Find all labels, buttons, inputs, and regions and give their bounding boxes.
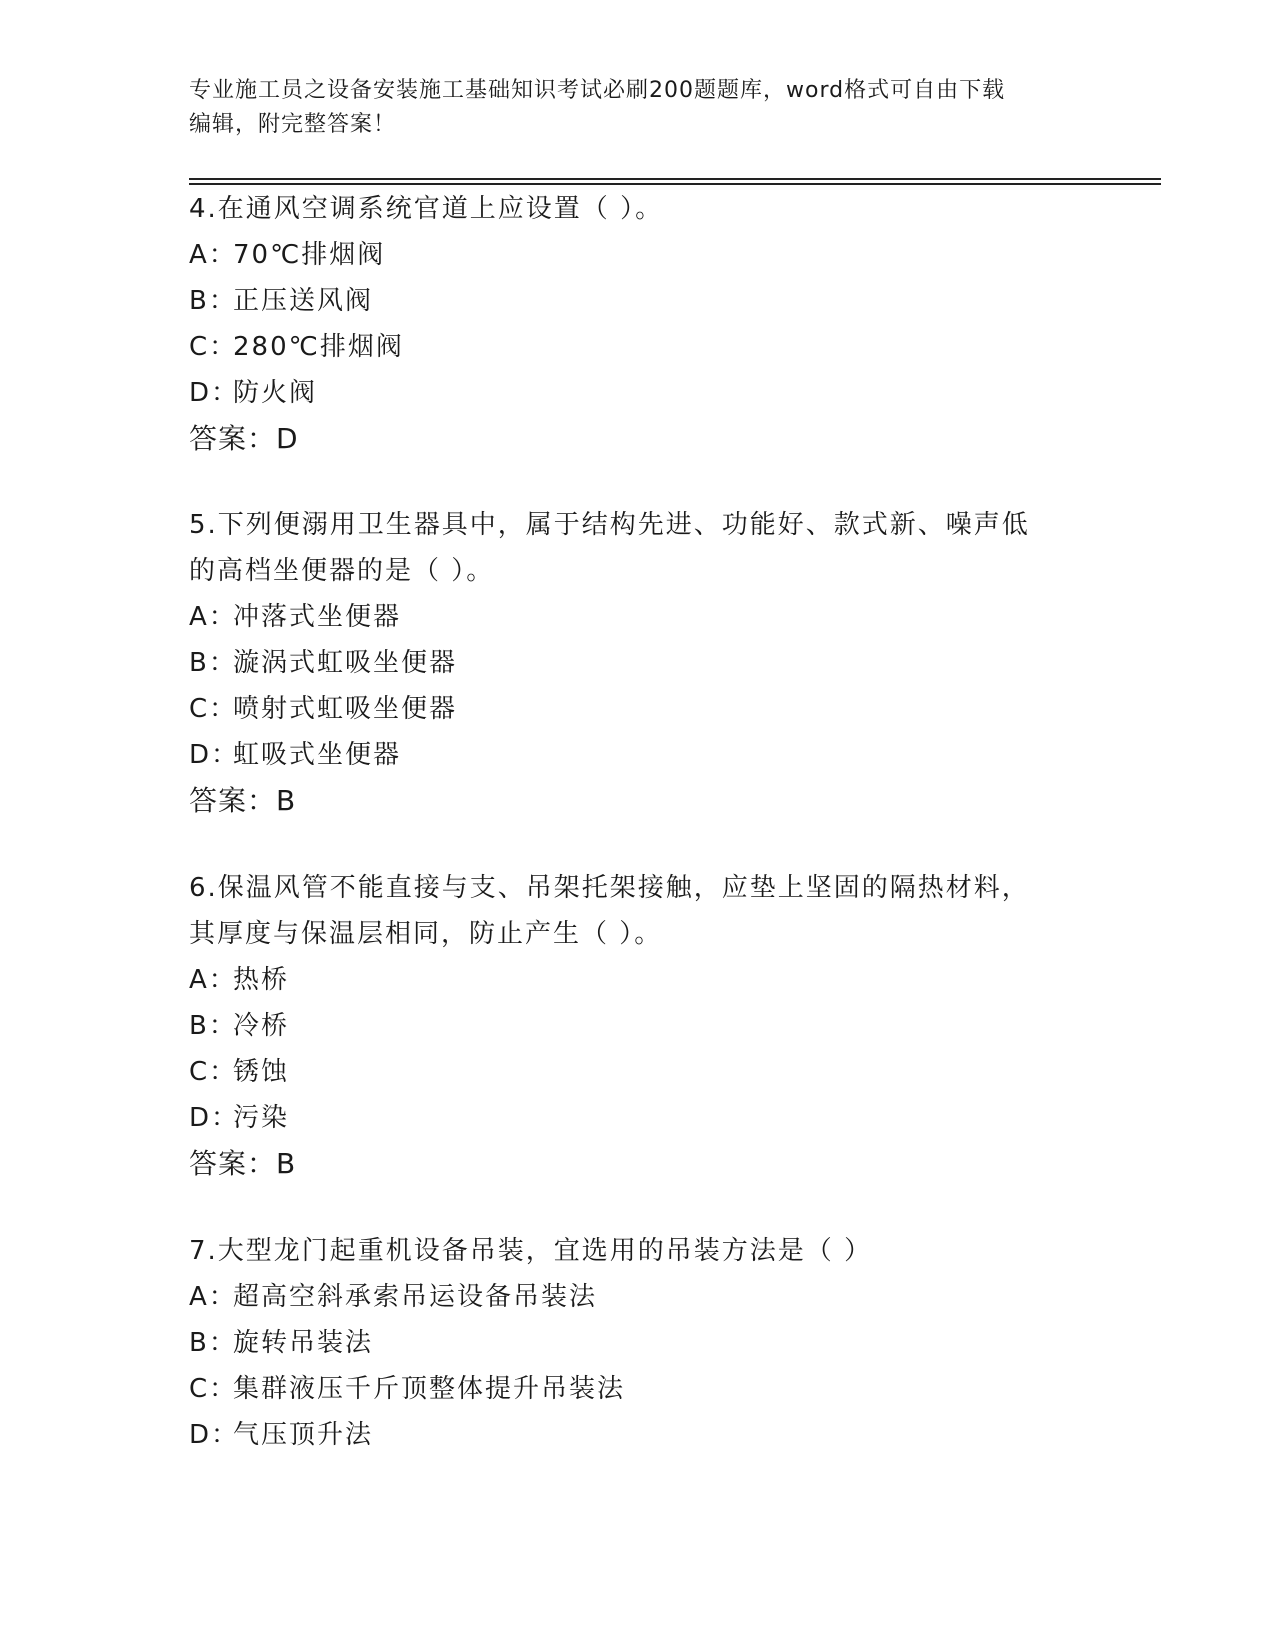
question-4: [189, 186, 1089, 462]
option-key: D：: [189, 740, 240, 770]
option-c: [189, 686, 1089, 732]
option-text: 锈蚀: [233, 1057, 290, 1087]
option-key: D：: [189, 378, 240, 408]
option-key: B：: [189, 1328, 237, 1358]
option-a: [189, 232, 1089, 278]
option-b: [189, 1320, 1089, 1366]
option-text: 280℃排烟阀: [233, 332, 404, 362]
question-7: [189, 1228, 1089, 1458]
option-c: [189, 1366, 1089, 1412]
option-d: [189, 732, 1089, 778]
option-key: A：: [189, 602, 237, 632]
option-key: B：: [189, 286, 237, 316]
header-divider-top: [189, 178, 1161, 180]
option-text: 防火阀: [233, 378, 318, 408]
option-text: 集群液压千斤顶整体提升吊装法: [233, 1374, 626, 1404]
option-key: C：: [189, 332, 238, 362]
option-key: C：: [189, 1374, 238, 1404]
option-text: 漩涡式虹吸坐便器: [233, 648, 458, 678]
answer-line: 答案：B: [189, 784, 297, 817]
option-text: 冲落式坐便器: [233, 602, 402, 632]
answer-line: 答案：B: [189, 1147, 297, 1180]
option-text: 喷射式虹吸坐便器: [233, 694, 458, 724]
option-b: [189, 640, 1089, 686]
option-text: 正压送风阀: [233, 286, 374, 316]
option-c: [189, 1049, 1089, 1095]
option-key: C：: [189, 1057, 238, 1087]
question-stem: 7.大型龙门起重机设备吊装，宜选用的吊装方法是（ ）: [189, 1236, 873, 1266]
option-key: D：: [189, 1420, 240, 1450]
option-text: 70℃排烟阀: [233, 240, 386, 270]
option-text: 热桥: [233, 965, 290, 995]
header-divider-bottom: [189, 183, 1161, 185]
document-header: [189, 74, 1089, 142]
option-text: 旋转吊装法: [233, 1328, 374, 1358]
option-b: [189, 278, 1089, 324]
option-key: A：: [189, 240, 237, 270]
question-stem: 4.在通风空调系统官道上应设置（ ）。: [189, 194, 664, 224]
header-line-1: 专业施工员之设备安装施工基础知识考试必刷200题题库，word格式可自由下载: [189, 78, 1006, 103]
option-a: [189, 594, 1089, 640]
option-text: 污染: [233, 1103, 290, 1133]
option-key: B：: [189, 648, 237, 678]
option-key: D：: [189, 1103, 240, 1133]
option-d: [189, 1095, 1089, 1141]
question-5: [189, 502, 1089, 824]
option-a: [189, 1274, 1089, 1320]
option-a: [189, 957, 1089, 1003]
option-c: [189, 324, 1089, 370]
answer-line: 答案：D: [189, 422, 299, 455]
question-stem-continued: 其厚度与保温层相同，防止产生（ ）。: [189, 919, 663, 949]
option-key: B：: [189, 1011, 237, 1041]
option-d: [189, 370, 1089, 416]
option-text: 冷桥: [233, 1011, 290, 1041]
question-stem: 5.下列便溺用卫生器具中，属于结构先进、功能好、款式新、噪声低: [189, 510, 1030, 540]
option-b: [189, 1003, 1089, 1049]
option-key: A：: [189, 965, 237, 995]
option-d: [189, 1412, 1089, 1458]
question-6: [189, 865, 1089, 1187]
question-stem: 6.保温风管不能直接与支、吊架托架接触，应垫上坚固的隔热材料，: [189, 873, 1030, 903]
option-key: C：: [189, 694, 238, 724]
option-text: 超高空斜承索吊运设备吊装法: [233, 1282, 598, 1312]
option-text: 气压顶升法: [233, 1420, 374, 1450]
option-key: A：: [189, 1282, 237, 1312]
question-stem-continued: 的高档坐便器的是（ ）。: [189, 556, 495, 586]
header-line-2: 编辑，附完整答案！: [189, 112, 397, 137]
option-text: 虹吸式坐便器: [233, 740, 402, 770]
